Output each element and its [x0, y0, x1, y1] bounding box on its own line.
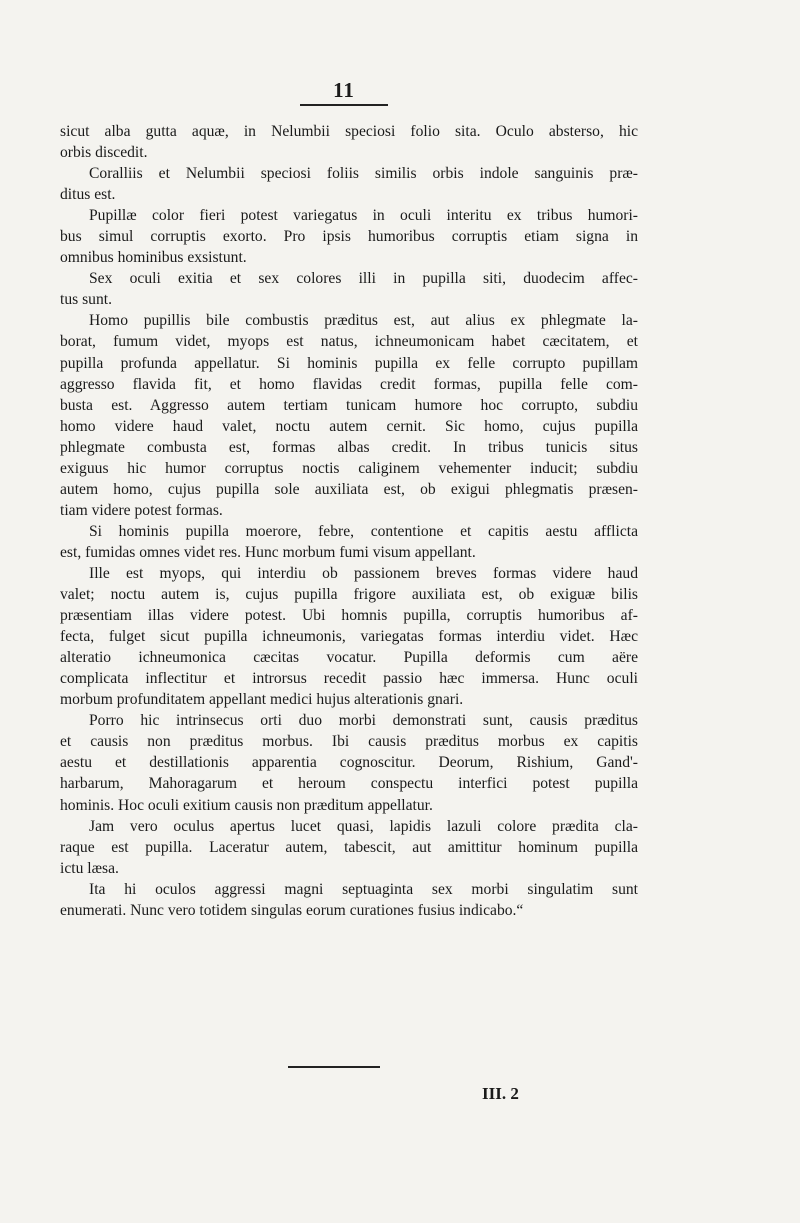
text-line: Ita hi oculos aggressi magni septuaginta sex morbi singulatim sunt	[89, 880, 638, 898]
text-line: Porro hic intrinsecus orti duo morbi demonstrati sunt, causis præditus	[89, 712, 638, 730]
text-line: homo videre haud valet, noctu autem cernit. Sic homo, cujus pupilla	[60, 417, 638, 435]
text-line: pupilla profunda appellatur. Si hominis pupilla ex felle corrupto pupillam	[60, 354, 638, 372]
text-line: Coralliis et Nelumbii speciosi foliis similis orbis indole sanguinis præ-	[89, 165, 638, 183]
text-line: raque est pupilla. Laceratur autem, tabescit, aut amittitur hominum pupilla	[60, 838, 638, 856]
text-line: enumerati. Nunc vero totidem singulas eorum curationes fusius indicabo.“	[60, 901, 524, 919]
text-line: ditus est.	[60, 186, 116, 204]
text-line: tiam videre potest formas.	[60, 501, 223, 519]
text-line: bus simul corruptis exorto. Pro ipsis humoribus corruptis etiam signa in	[60, 228, 638, 246]
text-line: hominis. Hoc oculi exitium causis non præditum appellatur.	[60, 796, 433, 814]
text-line: Jam vero oculus apertus lucet quasi, lapidis lazuli colore prædita cla-	[89, 817, 638, 835]
text-line: orbis discedit.	[60, 144, 148, 162]
text-line: ictu læsa.	[60, 859, 119, 877]
text-line: præsentiam illas videre potest. Ubi homnis pupilla, corruptis humoribus af-	[60, 607, 638, 625]
text-line: Pupillæ color fieri potest variegatus in oculi interitu ex tribus humori-	[89, 207, 638, 225]
header-rule	[300, 104, 388, 106]
text-line: valet; noctu autem is, cujus pupilla frigore auxiliata est, ob exiguæ bilis	[60, 586, 638, 604]
text-line: autem homo, cujus pupilla sole auxiliata est, ob exigui phlegmatis præsen-	[60, 480, 638, 498]
text-line: borat, fumum videt, myops est natus, ichneumonicam habet cæcitatem, et	[60, 333, 638, 351]
end-rule	[288, 1066, 380, 1068]
text-line: aggresso flavida fit, et homo flavidas credit formas, pupilla felle com-	[60, 375, 638, 393]
text-line: exiguus hic humor corruptus noctis caliginem vehementer inducit; subdiu	[60, 459, 638, 477]
text-line: alteratio ichneumonica cæcitas vocatur. Pupilla deformis cum aëre	[60, 649, 638, 667]
text-line: omnibus hominibus exsistunt.	[60, 249, 247, 267]
text-line: morbum profunditatem appellant medici hujus alterationis gnari.	[60, 691, 464, 709]
text-line: et causis non præditus morbus. Ibi causis præditus morbus ex capitis	[60, 733, 638, 751]
text-line: est, fumidas omnes videt res. Hunc morbum fumi visum appellant.	[60, 543, 476, 561]
text-line: Homo pupillis bile combustis præditus est, aut alius ex phlegmate la-	[89, 312, 638, 330]
page-number: 11	[333, 78, 355, 102]
text-line: fecta, fulget sicut pupilla ichneumonis, variegatas formas interdiu videt. Hæc	[60, 628, 638, 646]
body-text	[60, 121, 638, 921]
text-line: sicut alba gutta aquæ, in Nelumbii speciosi folio sita. Oculo absterso, hic	[60, 123, 638, 140]
text-line: Ille est myops, qui interdiu ob passionem breves formas videre haud	[89, 564, 638, 582]
text-line: harbarum, Mahoragarum et heroum conspectu interfici potest pupilla	[60, 775, 638, 793]
text-line: aestu et destillationis apparentia cognoscitur. Deorum, Rishium, Gand'-	[60, 754, 638, 772]
text-line: Si hominis pupilla moerore, febre, contentione et capitis aestu afflicta	[89, 522, 638, 540]
text-line: busta est. Aggresso autem tertiam tunicam humore hoc corrupto, subdiu	[60, 396, 638, 414]
text-line: Sex oculi exitia et sex colores illi in pupilla siti, duodecim affec-	[89, 270, 638, 288]
text-line: tus sunt.	[60, 291, 112, 309]
signature-mark: III. 2	[482, 1084, 519, 1103]
text-line: complicata inflectitur et introrsus recedit passio hæc immersa. Hunc oculi	[60, 670, 638, 688]
text-line: phlegmate combusta est, formas albas credit. In tribus tunicis situs	[60, 438, 638, 456]
